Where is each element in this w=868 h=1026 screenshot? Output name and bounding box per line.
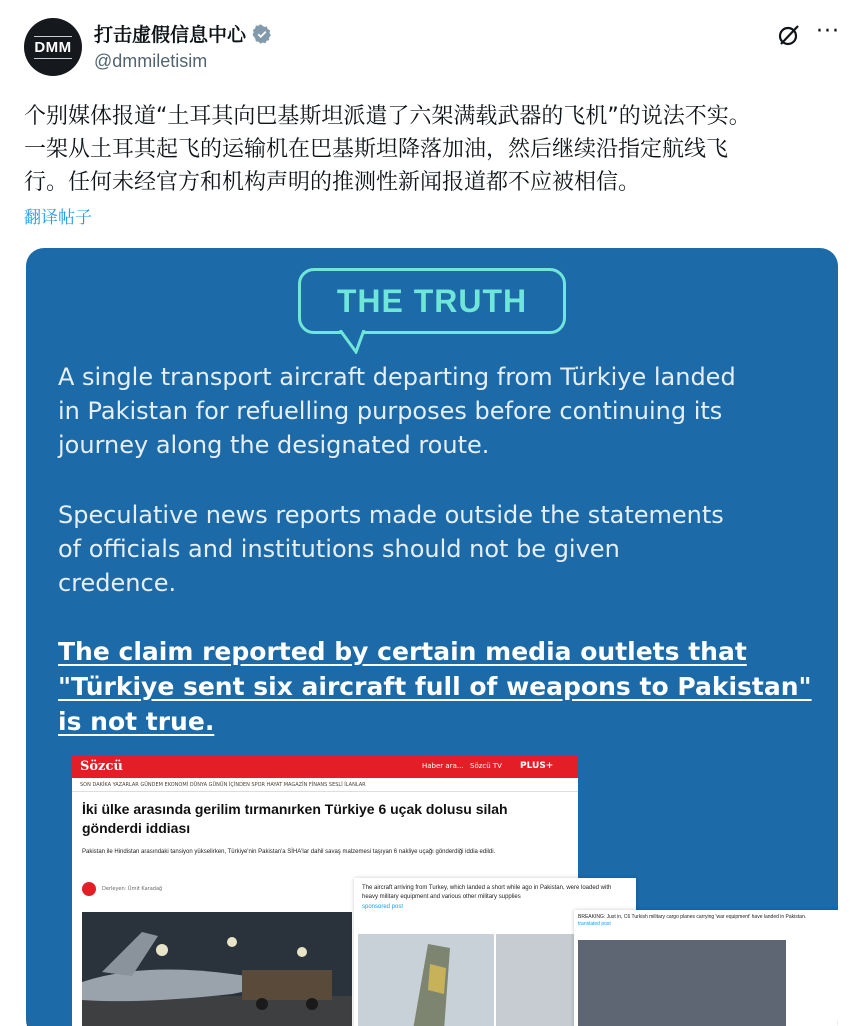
claim-line: is not true. bbox=[58, 707, 215, 736]
name-row bbox=[94, 20, 272, 47]
aircraft-photo-graphic bbox=[82, 912, 352, 1026]
tweet-screenshot-breaking bbox=[574, 910, 838, 1026]
post-header bbox=[24, 18, 844, 78]
post-text bbox=[24, 100, 839, 199]
aircraft-photo bbox=[82, 912, 352, 1026]
post-text-line: 行。任何未经官方和机构声明的推测性新闻报道都不应被相信。 bbox=[24, 170, 641, 195]
author-name: Derleyen: Ümit Karadağ bbox=[102, 886, 163, 892]
sozcu-headline: İki ülke arasında gerilim tırmanırken Türkiye 6 uçak dolusu silah gönderdi iddiası bbox=[82, 801, 508, 836]
paragraph-line: in Pakistan for refuelling purposes before continuing its bbox=[58, 397, 723, 425]
claim-line: "Türkiye sent six aircraft full of weapons to Pakistan" bbox=[58, 672, 812, 701]
sozcu-nav: SON DAKİKA YAZARLAR GÜNDEM EKONOMİ DÜNYA GÜNÜN İÇİNDEN SPOR HAYAT MAGAZİN FİNANS SESLİ İLANLAR bbox=[72, 778, 578, 792]
night-plane-photo bbox=[578, 940, 786, 1026]
display-name[interactable]: 打击虚假信息中心 bbox=[94, 24, 247, 46]
tweet-screenshot-text: BREAKING: Just in, C6 Turkish military cargo planes carrying 'war equipment' have landed in Pakistan. bbox=[578, 914, 807, 920]
tweet-screenshot-source: translated post bbox=[578, 921, 611, 927]
claim-statement bbox=[58, 634, 818, 739]
cargo-plane-tail-photo bbox=[358, 934, 494, 1026]
user-handle[interactable]: @dmmiletisim bbox=[94, 51, 208, 71]
verified-badge-icon bbox=[252, 24, 272, 44]
sozcu-logo: Sözcü bbox=[80, 759, 123, 774]
grok-icon[interactable] bbox=[776, 22, 802, 48]
the-truth-badge-text: THE TRUTH bbox=[336, 282, 528, 319]
truth-paragraph-1 bbox=[58, 360, 818, 462]
more-icon[interactable]: ··· bbox=[816, 19, 840, 44]
truth-paragraph-2 bbox=[58, 498, 818, 600]
post-image[interactable] bbox=[26, 248, 838, 1026]
tweet-screenshot-source: sponsored post bbox=[362, 904, 404, 910]
sozcu-topbar bbox=[72, 756, 578, 778]
sozcu-tv: Sözcü TV bbox=[470, 762, 502, 770]
author-avatar bbox=[82, 882, 96, 896]
post-text-line: 一架从土耳其起飞的运输机在巴基斯坦降落加油，然后继续沿指定航线飞 bbox=[24, 137, 729, 162]
sozcu-search: Haber ara... bbox=[422, 762, 464, 770]
paragraph-line: credence. bbox=[58, 569, 177, 597]
avatar[interactable] bbox=[24, 18, 82, 76]
cargo-plane-tail-graphic bbox=[358, 934, 494, 1026]
claim-line: The claim reported by certain media outlets that bbox=[58, 637, 747, 666]
paragraph-line: A single transport aircraft departing from Türkiye landed bbox=[58, 363, 736, 391]
speech-bubble-tail-icon bbox=[338, 330, 378, 354]
post-text-line: 个别媒体报道“土耳其向巴基斯坦派遣了六架满载武器的飞机”的说法不实。 bbox=[24, 104, 751, 129]
the-truth-badge bbox=[298, 268, 566, 334]
sozcu-plus: PLUS+ bbox=[520, 761, 554, 771]
translate-post-link[interactable]: 翻译帖子 bbox=[24, 208, 92, 228]
paragraph-line: of officials and institutions should not be given bbox=[58, 535, 620, 563]
avatar-logo-text: DMM bbox=[34, 36, 71, 59]
paragraph-line: journey along the designated route. bbox=[58, 431, 490, 459]
paragraph-line: Speculative news reports made outside the statements bbox=[58, 501, 724, 529]
sozcu-author bbox=[82, 882, 162, 896]
tweet-screenshot-text: The aircraft arriving from Turkey, which landed a short while ago in Pakistan, were loaded with heavy military equipment and various other military supplies bbox=[362, 885, 612, 900]
sozcu-lead: Pakistan ile Hindistan arasındaki tansiyon yükselirken, Türkiye'nin Pakistan'a SİHA'lar dahil savaş malzemesi taşıyan 6 nakliye uçağı gönderdiği iddia edildi. bbox=[82, 849, 496, 855]
